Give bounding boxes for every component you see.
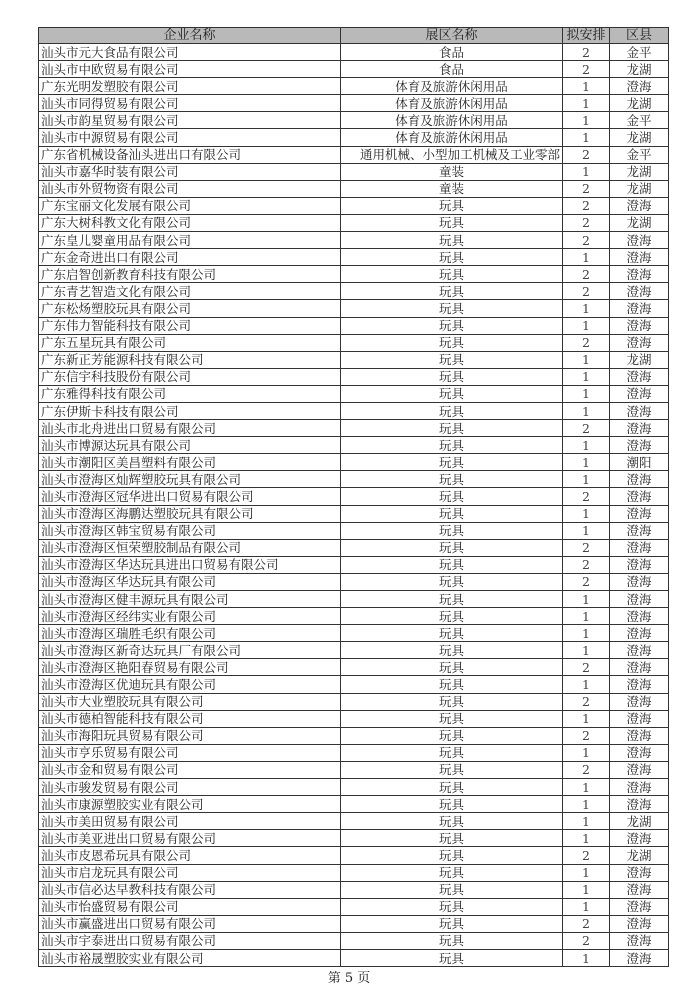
cell-company-name: 汕头市德柏智能科技有限公司 xyxy=(39,710,341,727)
cell-company-name: 汕头市澄海区健丰源玩具有限公司 xyxy=(39,591,341,608)
cell-district: 澄海 xyxy=(610,642,669,659)
cell-district: 澄海 xyxy=(610,300,669,317)
table-row xyxy=(39,232,669,249)
cell-district: 澄海 xyxy=(610,744,669,761)
cell-district: 龙湖 xyxy=(610,351,669,368)
table-row xyxy=(39,249,669,266)
cell-exhibit-hall: 玩具 xyxy=(341,693,563,710)
cell-exhibit-hall: 玩具 xyxy=(341,608,563,625)
header-exhibit-hall: 展区名称 xyxy=(341,28,563,44)
cell-company-name: 广东伟力智能科技有限公司 xyxy=(39,317,341,334)
cell-company-name: 汕头市澄海区艳阳春贸易有限公司 xyxy=(39,659,341,676)
header-company-name: 企业名称 xyxy=(39,28,341,44)
cell-planned-count: 2 xyxy=(563,232,610,249)
cell-company-name: 广东五星玩具有限公司 xyxy=(39,334,341,351)
cell-district: 澄海 xyxy=(610,556,669,573)
cell-planned-count: 2 xyxy=(563,283,610,300)
table-row xyxy=(39,385,669,402)
cell-company-name: 汕头市中欧贸易有限公司 xyxy=(39,61,341,78)
cell-planned-count: 1 xyxy=(563,608,610,625)
cell-planned-count: 1 xyxy=(563,437,610,454)
table-row xyxy=(39,351,669,368)
cell-company-name: 汕头市澄海区韩宝贸易有限公司 xyxy=(39,522,341,539)
cell-planned-count: 1 xyxy=(563,95,610,112)
cell-exhibit-hall: 体育及旅游休闲用品 xyxy=(341,112,563,129)
cell-exhibit-hall: 玩具 xyxy=(341,642,563,659)
cell-exhibit-hall: 玩具 xyxy=(341,915,563,932)
cell-planned-count: 2 xyxy=(563,847,610,864)
cell-district: 澄海 xyxy=(610,949,669,966)
cell-planned-count: 1 xyxy=(563,813,610,830)
cell-district: 澄海 xyxy=(610,881,669,898)
table-row xyxy=(39,180,669,197)
table-row xyxy=(39,95,669,112)
cell-exhibit-hall: 玩具 xyxy=(341,864,563,881)
header-district: 区县 xyxy=(610,28,669,44)
cell-district: 龙湖 xyxy=(610,129,669,146)
cell-planned-count: 2 xyxy=(563,334,610,351)
exhibitor-table xyxy=(38,27,669,967)
cell-planned-count: 2 xyxy=(563,266,610,283)
cell-company-name: 广东光明发塑胶有限公司 xyxy=(39,78,341,95)
cell-exhibit-hall: 玩具 xyxy=(341,744,563,761)
cell-planned-count: 2 xyxy=(563,539,610,556)
cell-planned-count: 1 xyxy=(563,949,610,966)
cell-company-name: 广东皇儿婴童用品有限公司 xyxy=(39,232,341,249)
cell-planned-count: 2 xyxy=(563,659,610,676)
table-row xyxy=(39,710,669,727)
cell-exhibit-hall: 玩具 xyxy=(341,300,563,317)
cell-company-name: 汕头市赢盛进出口贸易有限公司 xyxy=(39,915,341,932)
cell-district: 澄海 xyxy=(610,915,669,932)
cell-district: 澄海 xyxy=(610,317,669,334)
cell-company-name: 汕头市怡盛贸易有限公司 xyxy=(39,898,341,915)
cell-district: 澄海 xyxy=(610,573,669,590)
cell-exhibit-hall: 玩具 xyxy=(341,898,563,915)
cell-exhibit-hall: 玩具 xyxy=(341,625,563,642)
cell-planned-count: 1 xyxy=(563,744,610,761)
cell-planned-count: 1 xyxy=(563,112,610,129)
cell-exhibit-hall: 玩具 xyxy=(341,573,563,590)
cell-company-name: 广东启智创新教育科技有限公司 xyxy=(39,266,341,283)
cell-district: 澄海 xyxy=(610,625,669,642)
cell-exhibit-hall: 玩具 xyxy=(341,420,563,437)
cell-planned-count: 1 xyxy=(563,368,610,385)
table-row xyxy=(39,44,669,61)
cell-planned-count: 1 xyxy=(563,591,610,608)
cell-exhibit-hall: 玩具 xyxy=(341,932,563,949)
cell-planned-count: 1 xyxy=(563,471,610,488)
cell-company-name: 广东伊斯卡科技有限公司 xyxy=(39,402,341,419)
table-row xyxy=(39,898,669,915)
cell-exhibit-hall: 玩具 xyxy=(341,779,563,796)
cell-company-name: 汕头市启龙玩具有限公司 xyxy=(39,864,341,881)
cell-company-name: 汕头市宇泰进出口贸易有限公司 xyxy=(39,932,341,949)
cell-company-name: 广东信宇科技股份有限公司 xyxy=(39,368,341,385)
cell-district: 澄海 xyxy=(610,591,669,608)
cell-company-name: 汕头市中源贸易有限公司 xyxy=(39,129,341,146)
cell-exhibit-hall: 玩具 xyxy=(341,796,563,813)
cell-company-name: 广东雅得科技有限公司 xyxy=(39,385,341,402)
table-row xyxy=(39,556,669,573)
cell-planned-count: 1 xyxy=(563,351,610,368)
table-header-row xyxy=(39,28,669,44)
cell-company-name: 汕头市潮阳区美昌塑料有限公司 xyxy=(39,454,341,471)
cell-exhibit-hall: 体育及旅游休闲用品 xyxy=(341,78,563,95)
cell-planned-count: 2 xyxy=(563,932,610,949)
cell-district: 潮阳 xyxy=(610,454,669,471)
cell-planned-count: 2 xyxy=(563,556,610,573)
cell-exhibit-hall: 食品 xyxy=(341,61,563,78)
table-row xyxy=(39,573,669,590)
cell-exhibit-hall: 玩具 xyxy=(341,283,563,300)
cell-exhibit-hall: 玩具 xyxy=(341,659,563,676)
cell-exhibit-hall: 童装 xyxy=(341,180,563,197)
cell-planned-count: 2 xyxy=(563,197,610,214)
cell-company-name: 汕头市皮恩希玩具有限公司 xyxy=(39,847,341,864)
cell-exhibit-hall: 玩具 xyxy=(341,522,563,539)
cell-exhibit-hall: 玩具 xyxy=(341,368,563,385)
table-row xyxy=(39,368,669,385)
table-row xyxy=(39,676,669,693)
table-row xyxy=(39,727,669,744)
cell-district: 澄海 xyxy=(610,693,669,710)
cell-exhibit-hall: 玩具 xyxy=(341,402,563,419)
cell-district: 澄海 xyxy=(610,334,669,351)
table-row xyxy=(39,402,669,419)
table-row xyxy=(39,283,669,300)
cell-company-name: 汕头市裕晟塑胶实业有限公司 xyxy=(39,949,341,966)
cell-company-name: 汕头市韵星贸易有限公司 xyxy=(39,112,341,129)
cell-company-name: 汕头市澄海区经纬实业有限公司 xyxy=(39,608,341,625)
cell-district: 澄海 xyxy=(610,471,669,488)
cell-district: 澄海 xyxy=(610,283,669,300)
cell-exhibit-hall: 体育及旅游休闲用品 xyxy=(341,129,563,146)
cell-planned-count: 1 xyxy=(563,864,610,881)
table-row xyxy=(39,471,669,488)
cell-planned-count: 1 xyxy=(563,625,610,642)
cell-district: 澄海 xyxy=(610,522,669,539)
table-row xyxy=(39,146,669,163)
cell-district: 金平 xyxy=(610,112,669,129)
table-row xyxy=(39,744,669,761)
table-row xyxy=(39,881,669,898)
cell-company-name: 汕头市澄海区冠华进出口贸易有限公司 xyxy=(39,488,341,505)
cell-exhibit-hall: 玩具 xyxy=(341,214,563,231)
cell-district: 澄海 xyxy=(610,727,669,744)
cell-company-name: 汕头市澄海区优迪玩具有限公司 xyxy=(39,676,341,693)
cell-planned-count: 2 xyxy=(563,693,610,710)
cell-company-name: 汕头市骏发贸易有限公司 xyxy=(39,779,341,796)
cell-district: 澄海 xyxy=(610,761,669,778)
table-row xyxy=(39,847,669,864)
cell-planned-count: 1 xyxy=(563,710,610,727)
cell-district: 金平 xyxy=(610,44,669,61)
cell-company-name: 汕头市澄海区恒荣塑胶制品有限公司 xyxy=(39,539,341,556)
cell-exhibit-hall: 食品 xyxy=(341,44,563,61)
cell-district: 澄海 xyxy=(610,505,669,522)
cell-planned-count: 1 xyxy=(563,522,610,539)
cell-company-name: 汕头市亨乐贸易有限公司 xyxy=(39,744,341,761)
table-row xyxy=(39,813,669,830)
cell-exhibit-hall: 玩具 xyxy=(341,317,563,334)
cell-company-name: 汕头市澄海区海鹏达塑胶玩具有限公司 xyxy=(39,505,341,522)
cell-exhibit-hall: 玩具 xyxy=(341,471,563,488)
cell-company-name: 汕头市美田贸易有限公司 xyxy=(39,813,341,830)
cell-planned-count: 1 xyxy=(563,830,610,847)
cell-company-name: 汕头市北舟进出口贸易有限公司 xyxy=(39,420,341,437)
cell-company-name: 广东松炀塑胶玩具有限公司 xyxy=(39,300,341,317)
exhibitor-table-container xyxy=(38,27,668,967)
cell-district: 澄海 xyxy=(610,488,669,505)
cell-exhibit-hall: 玩具 xyxy=(341,454,563,471)
cell-company-name: 汕头市澄海区灿辉塑胶玩具有限公司 xyxy=(39,471,341,488)
cell-exhibit-hall: 玩具 xyxy=(341,334,563,351)
table-row xyxy=(39,625,669,642)
cell-district: 龙湖 xyxy=(610,214,669,231)
cell-exhibit-hall: 玩具 xyxy=(341,710,563,727)
table-row xyxy=(39,932,669,949)
cell-company-name: 广东青艺智造文化有限公司 xyxy=(39,283,341,300)
cell-district: 澄海 xyxy=(610,437,669,454)
table-row xyxy=(39,522,669,539)
table-row xyxy=(39,949,669,966)
cell-planned-count: 1 xyxy=(563,676,610,693)
table-row xyxy=(39,300,669,317)
cell-planned-count: 1 xyxy=(563,796,610,813)
cell-planned-count: 2 xyxy=(563,573,610,590)
cell-district: 澄海 xyxy=(610,385,669,402)
cell-exhibit-hall: 玩具 xyxy=(341,813,563,830)
cell-planned-count: 1 xyxy=(563,898,610,915)
cell-district: 澄海 xyxy=(610,898,669,915)
table-row xyxy=(39,505,669,522)
cell-planned-count: 1 xyxy=(563,300,610,317)
cell-exhibit-hall xyxy=(341,146,563,163)
table-row xyxy=(39,214,669,231)
cell-planned-count: 2 xyxy=(563,146,610,163)
cell-company-name: 汕头市大业塑胶玩具有限公司 xyxy=(39,693,341,710)
cell-exhibit-hall: 体育及旅游休闲用品 xyxy=(341,95,563,112)
cell-district: 澄海 xyxy=(610,197,669,214)
cell-district: 龙湖 xyxy=(610,61,669,78)
cell-district: 龙湖 xyxy=(610,813,669,830)
cell-exhibit-hall-text: 通用机械、小型加工机械及工业零部 xyxy=(359,147,560,163)
cell-planned-count: 2 xyxy=(563,61,610,78)
cell-district: 澄海 xyxy=(610,266,669,283)
table-row xyxy=(39,112,669,129)
cell-exhibit-hall: 玩具 xyxy=(341,539,563,556)
cell-exhibit-hall: 玩具 xyxy=(341,556,563,573)
cell-company-name: 汕头市金和贸易有限公司 xyxy=(39,761,341,778)
cell-company-name: 汕头市康源塑胶实业有限公司 xyxy=(39,796,341,813)
cell-exhibit-hall: 玩具 xyxy=(341,437,563,454)
cell-exhibit-hall: 玩具 xyxy=(341,488,563,505)
cell-company-name: 汕头市博源达玩具有限公司 xyxy=(39,437,341,454)
table-row xyxy=(39,454,669,471)
cell-exhibit-hall: 玩具 xyxy=(341,197,563,214)
table-row xyxy=(39,761,669,778)
cell-district: 龙湖 xyxy=(610,163,669,180)
cell-company-name: 汕头市美亚进出口贸易有限公司 xyxy=(39,830,341,847)
cell-district: 澄海 xyxy=(610,368,669,385)
cell-district: 澄海 xyxy=(610,232,669,249)
cell-district: 龙湖 xyxy=(610,95,669,112)
cell-district: 澄海 xyxy=(610,779,669,796)
table-row xyxy=(39,539,669,556)
table-row xyxy=(39,197,669,214)
cell-planned-count: 2 xyxy=(563,915,610,932)
cell-company-name: 广东新正芳能源科技有限公司 xyxy=(39,351,341,368)
table-row xyxy=(39,779,669,796)
cell-planned-count: 1 xyxy=(563,642,610,659)
cell-district: 澄海 xyxy=(610,420,669,437)
cell-planned-count: 1 xyxy=(563,385,610,402)
cell-district: 金平 xyxy=(610,146,669,163)
cell-exhibit-hall: 玩具 xyxy=(341,949,563,966)
cell-exhibit-hall: 玩具 xyxy=(341,232,563,249)
table-row xyxy=(39,659,669,676)
table-row xyxy=(39,796,669,813)
cell-district: 龙湖 xyxy=(610,180,669,197)
cell-planned-count: 1 xyxy=(563,317,610,334)
cell-company-name: 广东省机械设备汕头进出口有限公司 xyxy=(39,146,341,163)
cell-company-name: 汕头市澄海区新奇达玩具厂有限公司 xyxy=(39,642,341,659)
cell-planned-count: 1 xyxy=(563,881,610,898)
cell-planned-count: 1 xyxy=(563,505,610,522)
cell-district: 澄海 xyxy=(610,659,669,676)
cell-planned-count: 1 xyxy=(563,402,610,419)
cell-company-name: 广东金奇进出口有限公司 xyxy=(39,249,341,266)
header-planned-count: 拟安排 xyxy=(563,28,610,44)
table-row xyxy=(39,266,669,283)
table-row xyxy=(39,915,669,932)
cell-district: 澄海 xyxy=(610,830,669,847)
cell-exhibit-hall: 玩具 xyxy=(341,676,563,693)
cell-company-name: 汕头市海阳玩具贸易有限公司 xyxy=(39,727,341,744)
table-row xyxy=(39,830,669,847)
cell-company-name: 汕头市嘉华时装有限公司 xyxy=(39,163,341,180)
cell-company-name: 汕头市外贸物资有限公司 xyxy=(39,180,341,197)
cell-planned-count: 2 xyxy=(563,761,610,778)
cell-company-name: 广东大树科教文化有限公司 xyxy=(39,214,341,231)
cell-district: 澄海 xyxy=(610,796,669,813)
table-row xyxy=(39,608,669,625)
cell-exhibit-hall: 玩具 xyxy=(341,249,563,266)
table-row xyxy=(39,864,669,881)
table-row xyxy=(39,420,669,437)
cell-district: 澄海 xyxy=(610,932,669,949)
table-row xyxy=(39,488,669,505)
cell-district: 澄海 xyxy=(610,864,669,881)
table-row xyxy=(39,78,669,95)
cell-planned-count: 1 xyxy=(563,249,610,266)
cell-district: 澄海 xyxy=(610,710,669,727)
cell-planned-count: 2 xyxy=(563,44,610,61)
cell-district: 澄海 xyxy=(610,78,669,95)
table-row xyxy=(39,163,669,180)
cell-exhibit-hall: 玩具 xyxy=(341,505,563,522)
cell-planned-count: 2 xyxy=(563,214,610,231)
table-row xyxy=(39,642,669,659)
cell-exhibit-hall: 玩具 xyxy=(341,881,563,898)
cell-company-name: 汕头市同得贸易有限公司 xyxy=(39,95,341,112)
cell-planned-count: 2 xyxy=(563,180,610,197)
cell-company-name: 汕头市澄海区华达玩具进出口贸易有限公司 xyxy=(39,556,341,573)
cell-company-name: 汕头市元大食品有限公司 xyxy=(39,44,341,61)
table-row xyxy=(39,334,669,351)
table-row xyxy=(39,129,669,146)
cell-exhibit-hall: 玩具 xyxy=(341,591,563,608)
table-row xyxy=(39,317,669,334)
cell-company-name: 汕头市澄海区华达玩具有限公司 xyxy=(39,573,341,590)
cell-district: 龙湖 xyxy=(610,847,669,864)
cell-exhibit-hall: 玩具 xyxy=(341,266,563,283)
cell-exhibit-hall: 玩具 xyxy=(341,847,563,864)
cell-planned-count: 1 xyxy=(563,779,610,796)
table-row xyxy=(39,61,669,78)
cell-company-name: 广东宝丽文化发展有限公司 xyxy=(39,197,341,214)
cell-district: 澄海 xyxy=(610,676,669,693)
table-body xyxy=(39,44,669,967)
cell-company-name: 汕头市澄海区瑞胜毛织有限公司 xyxy=(39,625,341,642)
cell-planned-count: 2 xyxy=(563,420,610,437)
cell-planned-count: 1 xyxy=(563,454,610,471)
cell-company-name: 汕头市信必达早教科技有限公司 xyxy=(39,881,341,898)
cell-planned-count: 2 xyxy=(563,727,610,744)
cell-planned-count: 1 xyxy=(563,163,610,180)
cell-exhibit-hall: 童装 xyxy=(341,163,563,180)
cell-planned-count: 1 xyxy=(563,78,610,95)
table-row xyxy=(39,437,669,454)
cell-exhibit-hall: 玩具 xyxy=(341,385,563,402)
table-row xyxy=(39,693,669,710)
cell-district: 澄海 xyxy=(610,249,669,266)
page-number: 第 5 页 xyxy=(327,971,371,986)
cell-planned-count: 1 xyxy=(563,129,610,146)
cell-district: 澄海 xyxy=(610,539,669,556)
cell-exhibit-hall: 玩具 xyxy=(341,727,563,744)
cell-district: 澄海 xyxy=(610,608,669,625)
cell-exhibit-hall: 玩具 xyxy=(341,351,563,368)
cell-district: 澄海 xyxy=(610,402,669,419)
cell-exhibit-hall: 玩具 xyxy=(341,830,563,847)
cell-exhibit-hall: 玩具 xyxy=(341,761,563,778)
cell-planned-count: 2 xyxy=(563,488,610,505)
table-row xyxy=(39,591,669,608)
